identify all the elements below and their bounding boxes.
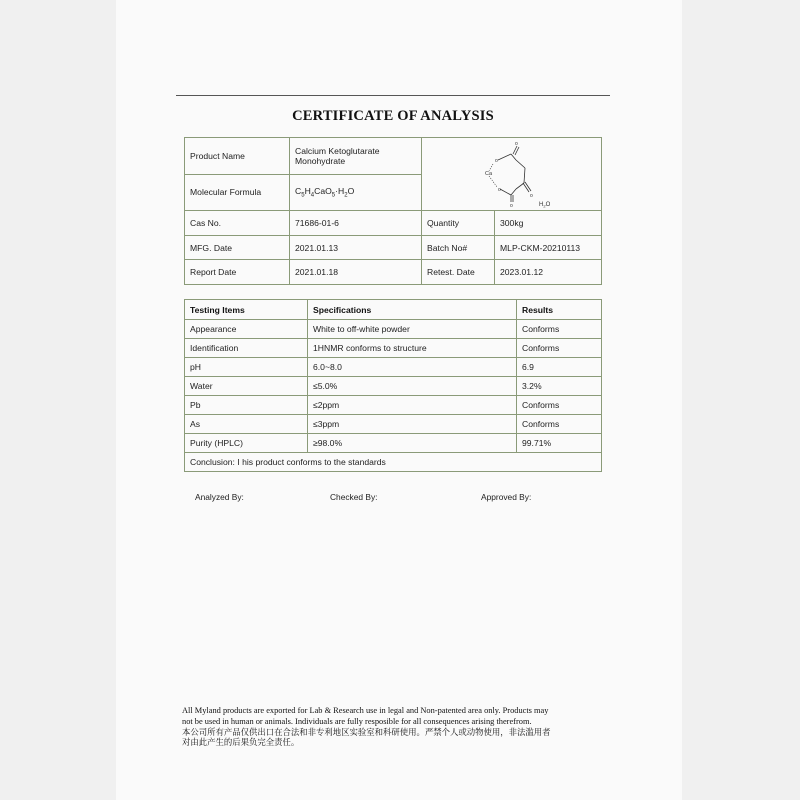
cas-value: 71686-01-6 (290, 211, 422, 236)
test-result: Conforms (517, 320, 602, 339)
report-label: Report Date (185, 260, 290, 285)
product-info-table (184, 137, 602, 285)
table-row (185, 434, 602, 453)
svg-text:o: o (514, 141, 518, 147)
test-specification: 1HNMR conforms to structure (308, 339, 517, 358)
test-item: Identification (185, 339, 308, 358)
batch-value: MLP-CKM-20210113 (495, 236, 602, 260)
disclaimer-line-3: 本公司所有产品仅供出口在合法和非专利地区实验室和科研使用。严禁个人或动物使用，非法滥用者 (182, 727, 551, 737)
analyzed-by-label: Analyzed By: (195, 492, 244, 502)
structure-cell (422, 138, 602, 211)
table-row (185, 377, 602, 396)
table-row (185, 396, 602, 415)
quantity-value: 300kg (495, 211, 602, 236)
conclusion-row (185, 453, 602, 472)
test-result: Conforms (517, 339, 602, 358)
mfg-row (185, 236, 602, 260)
testing-header-row (185, 300, 602, 320)
test-item: pH (185, 358, 308, 377)
cas-row (185, 211, 602, 236)
test-result: Conforms (517, 396, 602, 415)
quantity-label: Quantity (422, 211, 495, 236)
test-specification: 6.0~8.0 (308, 358, 517, 377)
test-item: Water (185, 377, 308, 396)
conclusion-text: I his product conforms to the standards (237, 457, 386, 467)
test-item: Pb (185, 396, 308, 415)
test-specification: ≤5.0% (308, 377, 517, 396)
test-item: Purity (HPLC) (185, 434, 308, 453)
formula-label: Molecular Formula (185, 174, 290, 211)
header-rule (176, 95, 610, 96)
table-row (185, 415, 602, 434)
product-name-label: Product Name (185, 138, 290, 175)
test-result: 99.71% (517, 434, 602, 453)
product-name-row (185, 138, 602, 175)
retest-label: Retest. Date (422, 260, 495, 285)
header-specifications: Specifications (308, 300, 517, 320)
disclaimer-line-1: All Myland products are exported for Lab & Research use in legal and Non-patented area only. Products may (182, 706, 549, 715)
test-specification: ≤3ppm (308, 415, 517, 434)
batch-label: Batch No# (422, 236, 495, 260)
test-result: Conforms (517, 415, 602, 434)
testing-table (184, 299, 602, 472)
report-row (185, 260, 602, 285)
test-specification: White to off-white powder (308, 320, 517, 339)
header-results: Results (517, 300, 602, 320)
svg-text:o: o (497, 187, 501, 193)
test-specification: ≥98.0% (308, 434, 517, 453)
mfg-label: MFG. Date (185, 236, 290, 260)
test-item: As (185, 415, 308, 434)
conclusion-cell: Conclusion: I his product conforms to the standards (185, 453, 602, 472)
product-name-value: Calcium Ketoglutarate Monohydrate (290, 138, 422, 175)
calcium-label: Ca (484, 171, 492, 177)
disclaimer (182, 706, 612, 749)
disclaimer-line-2: not be used in human or animals. Individuals are fully resposible for all consequences arising therefrom. (182, 716, 532, 726)
table-row (185, 320, 602, 339)
svg-text:o: o (529, 193, 533, 199)
header-testing-items: Testing Items (185, 300, 308, 320)
checked-by-label: Checked By: (330, 492, 378, 502)
report-value: 2021.01.18 (290, 260, 422, 285)
disclaimer-line-4: 对由此产生的后果负完全责任。 (182, 738, 300, 748)
retest-value: 2023.01.12 (495, 260, 602, 285)
table-row (185, 339, 602, 358)
approved-by-label: Approved By: (481, 492, 532, 502)
formula-value: $C_5H_4CaO_5\cdot H_2O$ (290, 174, 422, 211)
svg-text:o: o (494, 158, 498, 164)
table-row (185, 358, 602, 377)
test-item: Appearance (185, 320, 308, 339)
molecular-structure-diagram (427, 138, 597, 208)
test-result: 3.2% (517, 377, 602, 396)
mfg-value: 2021.01.13 (290, 236, 422, 260)
test-specification: ≤2ppm (308, 396, 517, 415)
page-title: CERTIFICATE OF ANALYSIS (292, 108, 494, 124)
svg-text:o: o (509, 203, 513, 208)
test-result: 6.9 (517, 358, 602, 377)
cas-label: Cas No. (185, 211, 290, 236)
water-label: $H_2O$ (538, 202, 550, 208)
